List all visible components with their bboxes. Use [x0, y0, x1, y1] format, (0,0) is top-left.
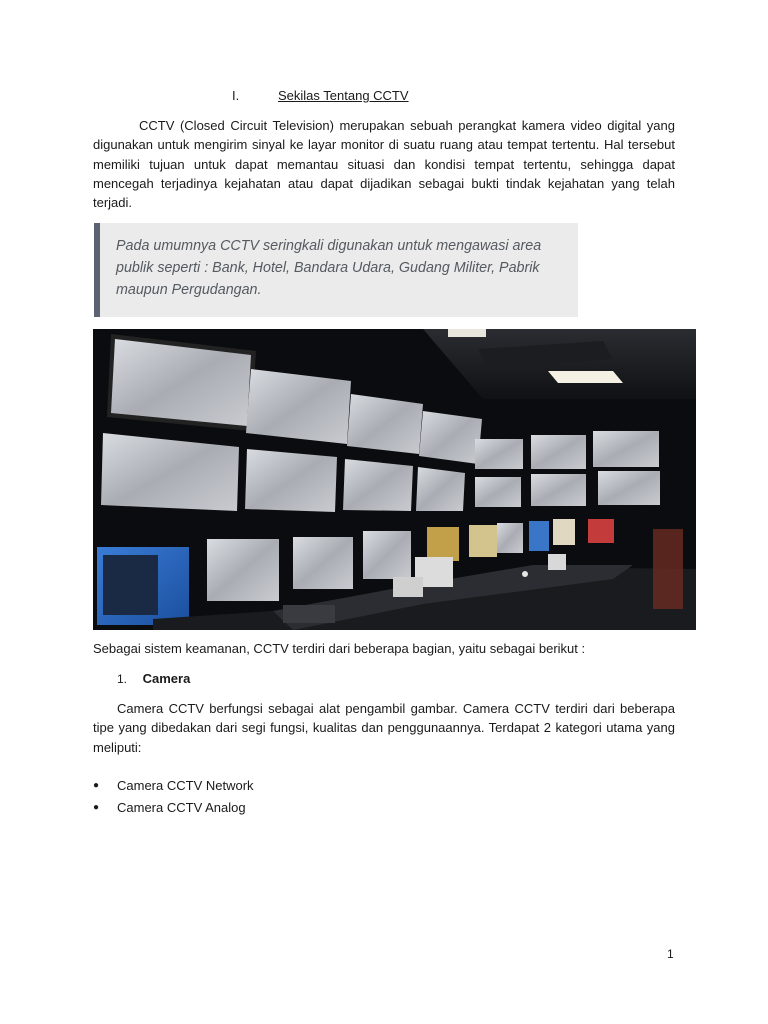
callout-quote: Pada umumnya CCTV seringkali digunakan untuk mengawasi area publik seperti : Bank, Hotel, Bandara Udara, Gudang Militer, Pabrik maupun Pergudangan. — [94, 223, 578, 317]
bullet-icon: ● — [93, 779, 100, 791]
cctv-control-room-photo — [93, 329, 696, 630]
control-room-illustration — [93, 329, 696, 630]
bullet-icon: ● — [93, 801, 100, 813]
list-item — [93, 796, 254, 818]
bullet-text: Camera CCTV Network — [117, 777, 254, 793]
section-number: I. — [232, 88, 240, 103]
bullet-text: Camera CCTV Analog — [117, 799, 246, 815]
item-number: 1. — [117, 672, 128, 686]
section-heading — [232, 88, 409, 103]
components-intro: Sebagai sistem keamanan, CCTV terdiri dari beberapa bagian, yaitu sebagai berikut : — [93, 641, 586, 656]
item-label: Camera — [142, 671, 191, 686]
intro-paragraph: CCTV (Closed Circuit Television) merupakan sebuah perangkat kamera video digital yang digunakan untuk mengirim sinyal ke layar monitor di suatu ruang atau tempat tertentu. Hal tersebut memiliki tujuan untuk dapat memantau situasi dan kondisi tempat tertentu, sehingga dapat mencegah terjadinya kejahatan atau dapat dijadikan sebagai bukti tindak kejahatan yang telah terjadi. — [93, 118, 675, 211]
list-item — [93, 774, 254, 796]
section-title: Sekilas Tentang CCTV — [278, 88, 409, 103]
camera-paragraph: Camera CCTV berfungsi sebagai alat pengambil gambar. Camera CCTV terdiri dari beberapa tipe yang dibedakan dari segi fungsi, kualitas dan penggunaannya. Terdapat 2 kategori utama yang meliputi: — [93, 701, 675, 755]
numbered-item — [117, 671, 190, 686]
camera-category-list — [93, 774, 254, 818]
page-number: 1 — [667, 947, 674, 961]
